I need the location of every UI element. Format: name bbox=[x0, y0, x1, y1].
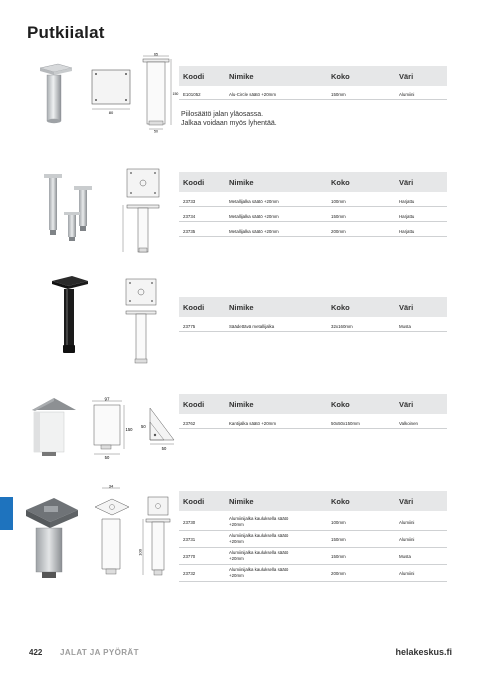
section-tab bbox=[0, 497, 13, 530]
table-row bbox=[179, 548, 447, 565]
dim-side1: 50 bbox=[141, 424, 146, 429]
product-table-metallijalka bbox=[179, 172, 447, 237]
product-table-black-leg bbox=[179, 297, 447, 332]
table-row bbox=[179, 227, 447, 237]
dim-height: 100 bbox=[137, 549, 143, 556]
cell-code: 23730 bbox=[183, 519, 196, 525]
col-name-header: Nimike bbox=[229, 496, 254, 506]
table-header bbox=[179, 491, 447, 511]
table-row bbox=[179, 419, 447, 429]
col-color-header: Väri bbox=[399, 496, 414, 506]
technical-drawing-black-leg bbox=[118, 275, 164, 367]
technical-drawing-plate bbox=[88, 67, 136, 115]
col-code-header: Koodi bbox=[183, 302, 205, 312]
col-size-header: Koko bbox=[331, 399, 350, 409]
cell-color: Alumiini bbox=[399, 536, 415, 542]
cell-size: 100mm bbox=[331, 199, 346, 204]
website-link[interactable]: helakeskus.fi bbox=[395, 647, 452, 657]
dim-base: 50 bbox=[104, 455, 110, 460]
cell-name: Alumiinijalka kauluksella säätö +20mm bbox=[229, 516, 289, 527]
cell-name: Alumiinijalka kauluksella säätö +20mm bbox=[229, 533, 289, 544]
cell-code: 23775 bbox=[183, 324, 196, 329]
cell-code: E101052 bbox=[183, 92, 201, 97]
product-image-black-leg bbox=[50, 275, 90, 357]
technical-drawing-corner-plate bbox=[138, 402, 182, 452]
cell-code: 23734 bbox=[183, 214, 196, 219]
cell-name: Säädettävä metallijalka bbox=[229, 324, 275, 329]
col-color-header: Väri bbox=[399, 399, 414, 409]
product-image-metallijalka bbox=[40, 172, 100, 252]
product-table-corner-leg bbox=[179, 394, 447, 429]
col-color-header: Väri bbox=[399, 302, 414, 312]
dim-top: 65 bbox=[154, 52, 158, 57]
cell-size: 200mm bbox=[331, 570, 346, 576]
col-size-header: Koko bbox=[331, 71, 350, 81]
table-header bbox=[179, 394, 447, 414]
col-name-header: Nimike bbox=[229, 399, 254, 409]
dim-width: 97 bbox=[104, 396, 110, 402]
table-row bbox=[179, 514, 447, 531]
cell-name: Metallijalka säätö +20mm bbox=[229, 229, 279, 234]
col-color-header: Väri bbox=[399, 71, 414, 81]
dim-width: 80 bbox=[108, 110, 114, 115]
col-code-header: Koodi bbox=[183, 177, 205, 187]
col-code-header: Koodi bbox=[183, 496, 205, 506]
col-code-header: Koodi bbox=[183, 71, 205, 81]
cell-code: 23735 bbox=[183, 229, 196, 234]
cell-code: 23733 bbox=[183, 199, 196, 204]
page-title: Putkiialat bbox=[27, 23, 105, 42]
cell-color: Musta bbox=[399, 324, 411, 329]
technical-drawing-metallijalka bbox=[118, 163, 166, 259]
cell-color: Valkoinen bbox=[399, 421, 418, 426]
dim-height: 150 bbox=[172, 92, 179, 96]
table-header bbox=[179, 297, 447, 317]
cell-size: 32x160mm bbox=[331, 324, 353, 329]
note-line: Piilosäätö jalan yläosassa. bbox=[181, 111, 264, 118]
cell-size: 150mm bbox=[331, 536, 346, 542]
table-row bbox=[179, 531, 447, 548]
cell-color: Musta bbox=[399, 553, 411, 559]
table-row bbox=[179, 322, 447, 332]
table-header bbox=[179, 172, 447, 192]
section-name: JALAT JA PYÖRÄT bbox=[60, 648, 139, 657]
col-size-header: Koko bbox=[331, 177, 350, 187]
dim-height: 150 bbox=[125, 427, 133, 432]
cell-size: 100mm bbox=[331, 519, 346, 525]
table-row bbox=[179, 197, 447, 207]
cell-code: 23770 bbox=[183, 553, 196, 559]
cell-code: 23732 bbox=[183, 570, 196, 576]
cell-size: 150mm bbox=[331, 92, 346, 97]
cell-size: 50x50x150mm bbox=[331, 421, 360, 426]
cell-code: 23762 bbox=[183, 421, 196, 426]
page-number: 422 bbox=[29, 648, 43, 657]
cell-color: Alumiini bbox=[399, 570, 415, 576]
technical-drawing-collar-leg-side bbox=[138, 493, 178, 585]
product-image-alu-circle bbox=[36, 62, 76, 126]
product-table-alu-circle bbox=[179, 66, 447, 100]
cell-color: Harjattu bbox=[399, 214, 415, 219]
technical-drawing-leg-side bbox=[138, 52, 179, 134]
cell-name: Metallijalka säätö +20mm bbox=[229, 214, 279, 219]
cell-size: 150mm bbox=[331, 553, 346, 559]
col-name-header: Nimike bbox=[229, 71, 254, 81]
product-table-aluminium-collar-leg bbox=[179, 491, 447, 582]
cell-color: Alumiini bbox=[399, 519, 415, 525]
technical-drawing-corner-front bbox=[84, 398, 136, 462]
table-row bbox=[179, 90, 447, 100]
cell-color: Harjattu bbox=[399, 199, 415, 204]
cell-name: Alu-Circle säätö +20mm bbox=[229, 92, 276, 97]
col-code-header: Koodi bbox=[183, 399, 205, 409]
col-name-header: Nimike bbox=[229, 302, 254, 312]
col-color-header: Väri bbox=[399, 177, 414, 187]
product-note bbox=[181, 110, 277, 128]
col-name-header: Nimike bbox=[229, 177, 254, 187]
cell-size: 200mm bbox=[331, 229, 346, 234]
cell-code: 23731 bbox=[183, 536, 196, 542]
dim-bottom: 50 bbox=[154, 129, 158, 134]
cell-color: Harjattu bbox=[399, 229, 415, 234]
product-image-aluminium-collar-leg bbox=[22, 494, 82, 584]
dim-top: 34 bbox=[108, 483, 114, 489]
dim-side2: 50 bbox=[161, 446, 167, 451]
note-line: Jalkaa voidaan myös lyhentää. bbox=[181, 120, 277, 127]
cell-name: Metallijalka säätö +20mm bbox=[229, 199, 279, 204]
product-image-corner-leg bbox=[28, 396, 80, 460]
cell-color: Alumiini bbox=[399, 92, 415, 97]
table-header bbox=[179, 66, 447, 86]
table-row bbox=[179, 565, 447, 582]
table-row bbox=[179, 212, 447, 222]
cell-name: Alumiinijalka kauluksella säätö +20mm bbox=[229, 567, 289, 578]
cell-name: Alumiinijalka kauluksella säätö +20mm bbox=[229, 550, 289, 561]
technical-drawing-collar-leg-3d bbox=[92, 485, 132, 581]
cell-name: Kantijalka säätö +20mm bbox=[229, 421, 276, 426]
col-size-header: Koko bbox=[331, 302, 350, 312]
col-size-header: Koko bbox=[331, 496, 350, 506]
cell-size: 150mm bbox=[331, 214, 346, 219]
